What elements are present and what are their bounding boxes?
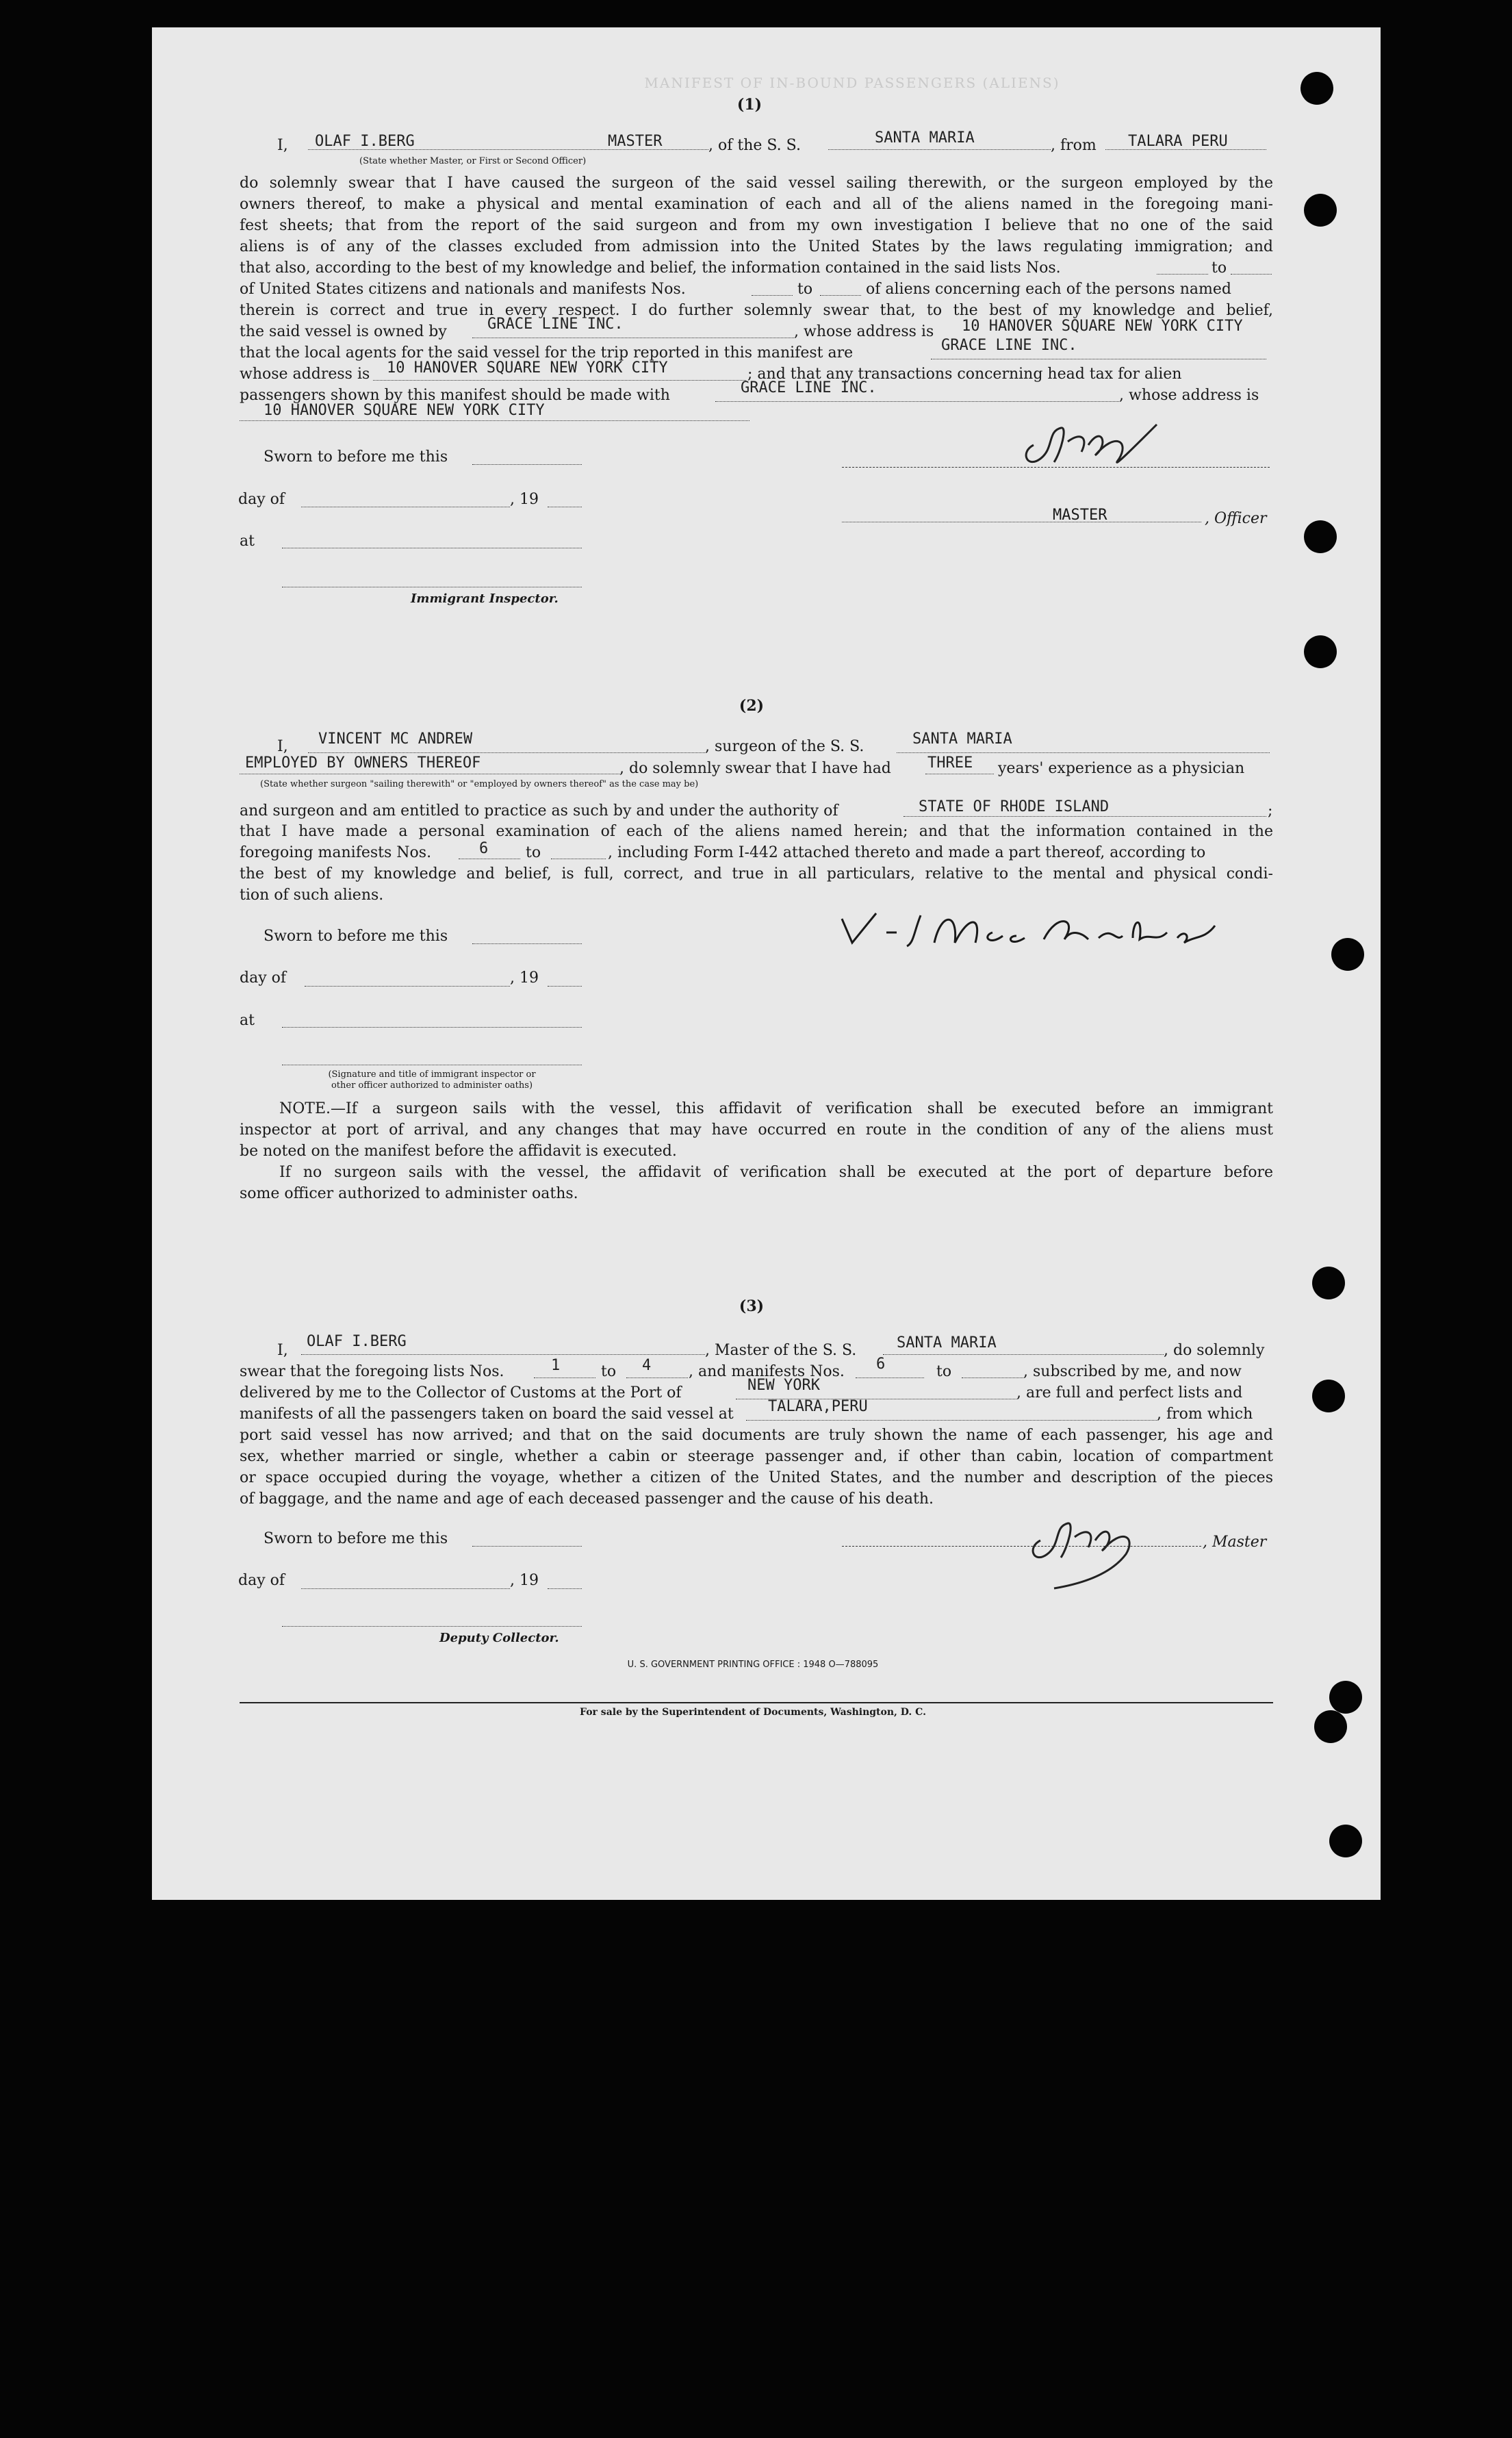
s3-from-which: , from which: [1157, 1406, 1253, 1423]
s3-manifests-to: to: [936, 1363, 952, 1380]
s2-para-line3b: to: [526, 844, 541, 861]
s3-master-signature: [1013, 1503, 1191, 1592]
s3-collector-label: Deputy Collector.: [439, 1631, 559, 1645]
s1-headtax-address-line: [240, 420, 749, 421]
s1-ship: SANTA MARIA: [875, 129, 975, 147]
s1-agent: GRACE LINE INC.: [941, 337, 1077, 354]
s2-sworn: Sworn to before me this: [264, 928, 448, 945]
s2-at: at: [240, 1012, 255, 1029]
s1-lists-to-line: [1231, 274, 1272, 275]
s1-i: I,: [277, 137, 288, 154]
s1-lists-from-line: [1157, 274, 1208, 275]
s3-master-name: OLAF I.BERG: [307, 1333, 407, 1350]
s2-employment: EMPLOYED BY OWNERS THEREOF: [245, 754, 481, 772]
s1-rank: MASTER: [608, 133, 663, 150]
s1-inspector-label: Immigrant Inspector.: [411, 592, 559, 606]
s3-from-port: TALARA,PERU: [768, 1398, 868, 1415]
s1-headtax-whose: , whose address is: [1119, 387, 1259, 404]
s1-man-to-line: [820, 295, 861, 296]
s1-passengers: passengers shown by this manifest should be made with: [240, 387, 670, 404]
s3-i: I,: [277, 1342, 288, 1359]
s3-list-from: 1: [551, 1357, 561, 1374]
punch-hole: [1329, 1681, 1362, 1714]
note-line-3: be noted on the manifest before the affidavit is executed.: [240, 1143, 677, 1160]
s3-para-line7: of baggage, and the name and age of each deceased passenger and the cause of his death.: [240, 1490, 934, 1508]
s2-at-line: [282, 1027, 582, 1028]
gpo-imprint: U. S. GOVERNMENT PRINTING OFFICE : 1948 O—788095: [627, 1660, 879, 1670]
punch-hole: [1312, 1380, 1345, 1412]
s3-year: , 19: [510, 1572, 539, 1589]
s3-para-line5: sex, whether married or single, whether a cabin or steerage passenger and, if other than cabin, location of compartment: [240, 1448, 1273, 1465]
s3-list-to-line: [626, 1377, 688, 1378]
s1-name-line: [308, 149, 708, 150]
s3-manifest-from: 6: [876, 1356, 886, 1373]
s2-semicolon: ;: [1268, 802, 1273, 820]
s2-para-line3c: , including Form I-442 attached thereto and made a part thereof, according to: [608, 844, 1206, 861]
s2-authority-text: and surgeon and am entitled to practice as such by and under the authority of: [240, 802, 838, 820]
s2-authority-line: [904, 816, 1266, 817]
s3-man-from-line: [856, 1377, 924, 1378]
s1-year: , 19: [510, 491, 539, 508]
s3-delivered: delivered by me to the Collector of Customs at the Port of: [240, 1384, 682, 1401]
s2-ship: SANTA MARIA: [912, 731, 1012, 748]
s3-taken-on-board: manifests of all the passengers taken on board the said vessel at: [240, 1406, 734, 1423]
s3-day-of: day of: [238, 1572, 285, 1589]
punch-hole: [1304, 520, 1337, 553]
s3-sworn-line: [472, 1546, 582, 1547]
s3-para-line4: port said vessel has now arrived; and that on the said documents are truly shown the name of each passenger, his age and: [240, 1427, 1273, 1444]
s1-rank-note: (State whether Master, or First or Second Officer): [359, 156, 587, 166]
note-line-1: NOTE.—If a surgeon sails with the vessel, this affidavit of verification shall be executed before an immigrant: [279, 1100, 1273, 1117]
s1-owned-by: the said vessel is owned by: [240, 323, 447, 340]
s3-lists-to: to: [601, 1363, 617, 1380]
punch-hole: [1304, 635, 1337, 668]
s1-sworn-line: [472, 464, 582, 465]
s2-sig-note-1: (Signature and title of immigrant inspector or: [328, 1069, 536, 1080]
s1-para-line6b: to: [797, 281, 813, 298]
s1-ship-line: [828, 149, 1051, 150]
s2-name-line: [308, 752, 705, 753]
note-line-2: inspector at port of arrival, and any changes that may have occurred en route in the condition of any of the aliens must: [240, 1121, 1273, 1139]
s1-agent-whose-address: whose address is: [240, 366, 370, 383]
s1-para-line3: fest sheets; that from the report of the said surgeon and from my own investigation I believe that no one of the said: [240, 217, 1273, 234]
punch-hole: [1312, 1267, 1345, 1299]
s1-port: TALARA PERU: [1128, 133, 1228, 150]
s2-para-line5: tion of such aliens.: [240, 887, 384, 904]
s3-para-line6: or space occupied during the voyage, whether a citizen of the United States, and the number and description of the pieces: [240, 1469, 1273, 1486]
s2-day-line: [305, 986, 510, 987]
s3-master-label: , Master: [1203, 1534, 1267, 1551]
s3-lists: swear that the foregoing lists Nos.: [240, 1363, 504, 1380]
s2-sig-note-2: other officer authorized to administer oaths): [331, 1080, 533, 1091]
s2-authority: STATE OF RHODE ISLAND: [919, 798, 1110, 815]
s3-ship-line: [883, 1354, 1164, 1355]
s2-i: I,: [277, 738, 288, 755]
s1-signature-line: [842, 467, 1270, 468]
s3-collector-line: [282, 1626, 582, 1627]
punch-hole: [1329, 1825, 1362, 1857]
s1-agent-address: 10 HANOVER SQUARE NEW YORK CITY: [387, 359, 668, 377]
s2-years: THREE: [927, 754, 973, 772]
s1-para-line5: that also, according to the best of my knowledge and belief, the information contained in the said lists Nos.: [240, 259, 1061, 277]
s1-headtax-address: 10 HANOVER SQUARE NEW YORK CITY: [264, 402, 545, 419]
s3-swear: , do solemnly: [1164, 1342, 1265, 1359]
s1-agent-address-line: [373, 380, 746, 381]
s1-headtax-agent: GRACE LINE INC.: [741, 379, 877, 396]
s3-master-of: , Master of the S. S.: [705, 1342, 857, 1359]
s3-manifests: , and manifests Nos.: [689, 1363, 845, 1380]
punch-hole: [1331, 938, 1364, 971]
s3-port: NEW YORK: [747, 1377, 820, 1394]
s1-day-of: day of: [238, 491, 285, 508]
section-2-number: (2): [739, 697, 765, 715]
s2-para-line2: that I have made a personal examination of each of the aliens named herein; and that the information contained in the: [240, 823, 1273, 840]
s1-headtax-line: [715, 401, 1119, 402]
note-line-4: If no surgeon sails with the vessel, the affidavit of verification shall be executed at the port of departure before: [279, 1164, 1273, 1181]
footer-rule: [240, 1702, 1273, 1703]
s3-man-to-line: [962, 1377, 1023, 1378]
s2-day-of: day of: [240, 969, 287, 987]
s1-signer-title: MASTER: [1053, 507, 1107, 524]
s3-list-to: 4: [642, 1357, 652, 1374]
s1-owner-address: 10 HANOVER SQUARE NEW YORK CITY: [962, 318, 1243, 335]
s1-officer: , Officer: [1205, 510, 1267, 527]
s2-surgeon-of: , surgeon of the S. S.: [705, 738, 864, 755]
s2-ship-line: [897, 752, 1270, 753]
s2-para-line3a: foregoing manifests Nos.: [240, 844, 432, 861]
s1-from: , from: [1051, 137, 1097, 154]
s3-full-perfect: , are full and perfect lists and: [1016, 1384, 1243, 1401]
s3-subscribed: , subscribed by me, and now: [1023, 1363, 1242, 1380]
s1-man-from-line: [752, 295, 793, 296]
s3-name-line: [301, 1354, 705, 1355]
s1-para-line6a: of United States citizens and nationals and manifests Nos.: [240, 281, 686, 298]
s2-year: , 19: [510, 969, 539, 987]
s2-employment-note: (State whether surgeon "sailing therewith" or "employed by owners thereof" as the case may be): [260, 779, 699, 789]
s1-para-line2: owners thereof, to make a physical and mental examination of each and all of the aliens named in the foregoing mani-: [240, 196, 1273, 213]
punch-hole: [1314, 1710, 1347, 1743]
s1-para-line7: therein is correct and true in every respect. I do further solemnly swear that, to the best of my knowledge and belief,: [240, 302, 1273, 319]
s1-para-line4: aliens is of any of the classes excluded from admission into the United States by the laws regulating immigration; and: [240, 238, 1273, 255]
s1-master-signature: [1013, 404, 1191, 479]
s1-owner: GRACE LINE INC.: [487, 316, 624, 333]
faint-header: MANIFEST OF IN-BOUND PASSENGERS (ALIENS): [644, 75, 1060, 91]
s1-master-name: OLAF I.BERG: [315, 133, 415, 150]
s3-ship: SANTA MARIA: [897, 1334, 997, 1351]
s1-of-ss: , of the S. S.: [708, 137, 801, 154]
section-1-number: (1): [736, 96, 763, 114]
sale-notice: For sale by the Superintendent of Documents, Washington, D. C.: [580, 1707, 926, 1718]
s3-list-from-line: [534, 1377, 595, 1378]
note-line-5: some officer authorized to administer oaths.: [240, 1185, 578, 1202]
s3-day-line: [301, 1588, 510, 1589]
s1-head-tax: ; and that any transactions concerning head tax for alien: [747, 366, 1182, 383]
s1-para-line6c: of aliens concerning each of the persons named: [866, 281, 1231, 298]
s1-lists-to: to: [1212, 259, 1227, 277]
s3-signature-line: [842, 1546, 1201, 1547]
s1-local-agents: that the local agents for the said vessel for the trip reported in this manifest are: [240, 344, 854, 361]
s2-year-line: [548, 986, 582, 987]
s2-surgeon-signature: [811, 905, 1249, 953]
s2-sworn-line: [472, 943, 582, 944]
s3-year-line: [548, 1588, 582, 1589]
s2-surgeon-name: VINCENT MC ANDREW: [318, 731, 473, 748]
s1-at: at: [240, 533, 255, 550]
s1-whose-address: , whose address is: [794, 323, 934, 340]
s2-years-tail: years' experience as a physician: [998, 760, 1245, 777]
s2-swear: , do solemnly swear that I have had: [619, 760, 891, 777]
section-3-number: (3): [739, 1297, 765, 1315]
s1-para-line1: do solemnly swear that I have caused the surgeon of the said vessel sailing therewith, or the surgeon employed by the: [240, 175, 1273, 192]
s2-para-line4: the best of my knowledge and belief, is full, correct, and true in all particulars, relative to the mental and physical condi-: [240, 865, 1273, 882]
s1-sworn: Sworn to before me this: [264, 448, 448, 466]
s2-manifest-from: 6: [479, 840, 489, 857]
punch-hole: [1300, 72, 1333, 105]
s3-from-port-line: [746, 1420, 1157, 1421]
s1-port-line: [1105, 149, 1266, 150]
punch-hole: [1304, 194, 1337, 227]
s3-sworn: Sworn to before me this: [264, 1530, 448, 1547]
